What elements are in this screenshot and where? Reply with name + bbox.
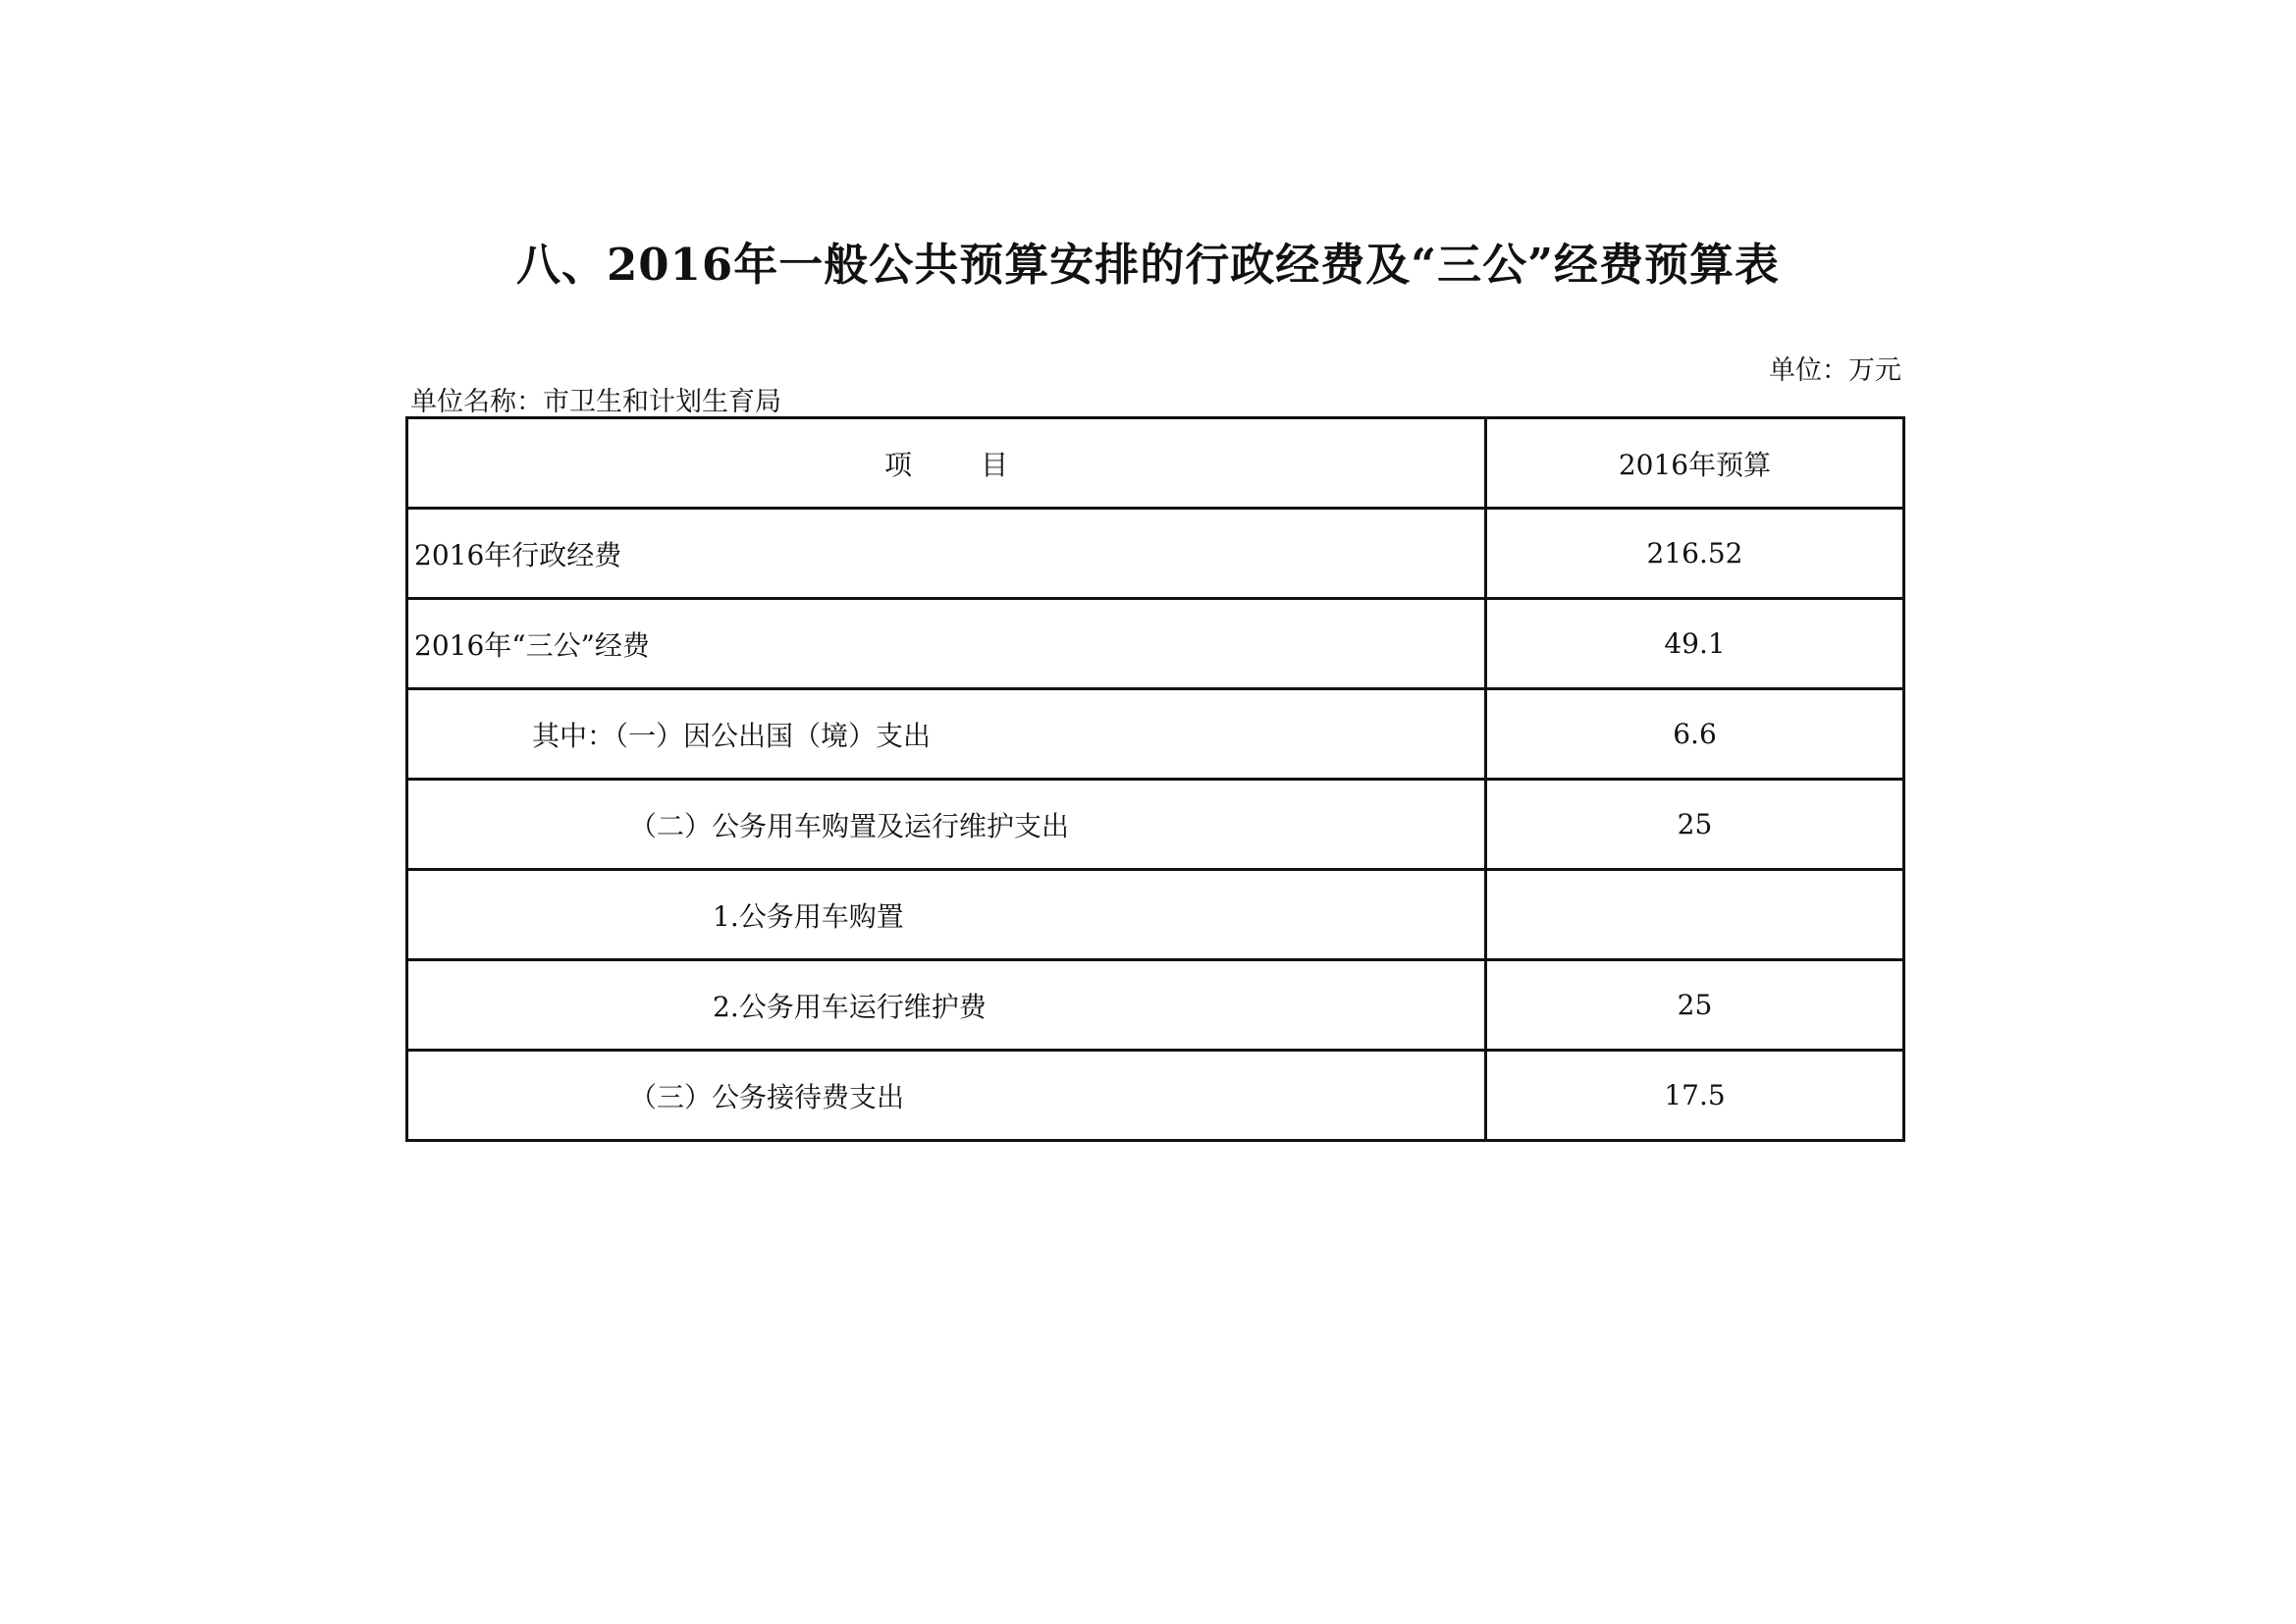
row-value-cell: 6.6 <box>1486 689 1904 780</box>
header-item-part1: 项 <box>883 448 912 481</box>
table-row <box>407 1051 1904 1141</box>
row-value-cell <box>1486 870 1904 960</box>
table-row <box>407 689 1904 780</box>
header-item-cell <box>407 418 1486 509</box>
table-row <box>407 599 1904 689</box>
row-item-cell: 1.公务用车购置 <box>407 870 1486 960</box>
table-row <box>407 509 1904 599</box>
row-value-cell: 216.52 <box>1486 509 1904 599</box>
table-row <box>407 780 1904 870</box>
row-value-cell: 49.1 <box>1486 599 1904 689</box>
unit-label: 单位：万元 <box>1769 355 1901 386</box>
table-row <box>407 870 1904 960</box>
row-item-cell: （三）公务接待费支出 <box>407 1051 1486 1141</box>
row-item-cell: （二）公务用车购置及运行维护支出 <box>407 780 1486 870</box>
budget-table <box>405 416 1905 1142</box>
org-name-label: 单位名称：市卫生和计划生育局 <box>410 387 781 417</box>
header-item-part2: 目 <box>981 448 1009 481</box>
row-value-cell: 17.5 <box>1486 1051 1904 1141</box>
row-item-cell: 其中：（一）因公出国（境）支出 <box>407 689 1486 780</box>
table-header-row <box>407 418 1904 509</box>
header-budget-cell: 2016年预算 <box>1486 418 1904 509</box>
row-value-cell: 25 <box>1486 780 1904 870</box>
table-row <box>407 960 1904 1051</box>
row-value-cell: 25 <box>1486 960 1904 1051</box>
page-title: 八、2016年一般公共预算安排的行政经费及“三公”经费预算表 <box>515 239 1780 291</box>
row-item-cell: 2016年“三公”经费 <box>407 599 1486 689</box>
row-item-cell: 2.公务用车运行维护费 <box>407 960 1486 1051</box>
row-item-cell: 2016年行政经费 <box>407 509 1486 599</box>
